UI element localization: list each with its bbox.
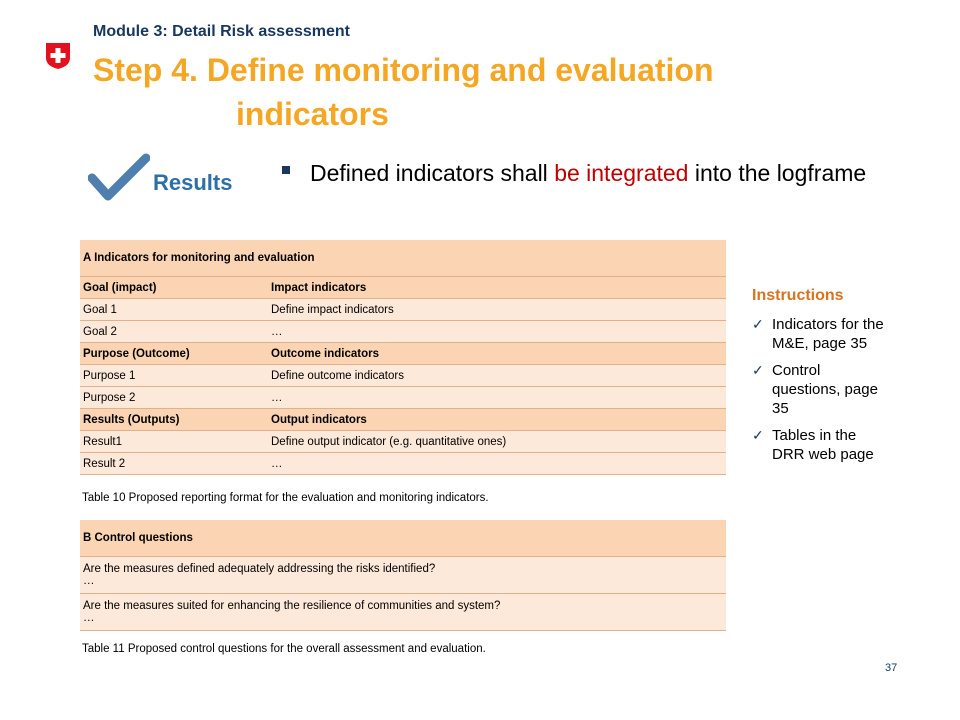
checkmark-icon: ✓ <box>752 427 764 443</box>
control-question-text: Are the measures defined adequately addressing the risks identified? <box>83 563 436 575</box>
table-cell-level: Goal (impact) <box>80 277 268 299</box>
control-question-text: Are the measures suited for enhancing the resilience of communities and system? <box>83 600 501 612</box>
table-cell-indicator: … <box>268 321 726 343</box>
results-logo <box>88 152 248 204</box>
instruction-text: Tables in the DRR web page <box>772 427 874 463</box>
table-a-heading: A Indicators for monitoring and evaluation <box>80 240 726 277</box>
control-question-cell <box>80 557 726 594</box>
table-row <box>80 299 726 321</box>
table-row <box>80 594 726 631</box>
table-b-caption: Table 11 Proposed control questions for the overall assessment and evaluation. <box>82 643 486 655</box>
control-question-cell <box>80 594 726 631</box>
instruction-item <box>752 315 892 353</box>
title-line-2: indicators <box>236 96 389 132</box>
page-number: 37 <box>885 662 898 674</box>
table-row <box>80 277 726 299</box>
table-row <box>80 453 726 475</box>
checkmark-icon: ✓ <box>752 316 764 332</box>
table-b-heading: B Control questions <box>80 520 726 557</box>
table-row <box>80 431 726 453</box>
table-cell-indicator: … <box>268 387 726 409</box>
table-cell-indicator: Define outcome indicators <box>268 365 726 387</box>
instructions-panel <box>752 287 892 472</box>
table-cell-indicator: Impact indicators <box>268 277 726 299</box>
title-line-1: Step 4. Define monitoring and evaluation <box>93 52 714 88</box>
table-cell-level: Goal 2 <box>80 321 268 343</box>
table-row <box>80 365 726 387</box>
table-cell-level: Purpose (Outcome) <box>80 343 268 365</box>
table-row <box>80 387 726 409</box>
control-question-answer: … <box>83 575 95 587</box>
table-cell-level: Result1 <box>80 431 268 453</box>
instruction-text: Control questions, page 35 <box>772 362 878 417</box>
page-title <box>93 48 893 136</box>
control-question-answer: … <box>83 612 95 624</box>
instructions-heading: Instructions <box>752 287 844 304</box>
module-label: Module 3: Detail Risk assessment <box>93 23 350 40</box>
table-cell-indicator: Define output indicator (e.g. quantitative ones) <box>268 431 726 453</box>
table-cell-indicator: Define impact indicators <box>268 299 726 321</box>
results-label: Results <box>153 170 233 195</box>
swiss-flag-icon <box>45 42 71 70</box>
instructions-list <box>752 315 892 464</box>
table-cell-level: Purpose 1 <box>80 365 268 387</box>
table-cell-level: Results (Outputs) <box>80 409 268 431</box>
checkmark-icon: ✓ <box>752 362 764 378</box>
table-cell-level: Goal 1 <box>80 299 268 321</box>
control-questions-table <box>80 520 726 631</box>
bullet-text-part1: Defined indicators shall <box>310 160 555 186</box>
table-row <box>80 557 726 594</box>
bullet-square-icon <box>282 166 290 174</box>
table-cell-indicator: … <box>268 453 726 475</box>
bullet-text <box>310 158 870 188</box>
checkmark-icon <box>88 152 150 204</box>
table-cell-level: Result 2 <box>80 453 268 475</box>
instruction-text: Indicators for the M&E, page 35 <box>772 316 884 352</box>
indicators-table <box>80 240 726 475</box>
bullet-text-highlight: be integrated <box>554 160 689 186</box>
table-a-caption: Table 10 Proposed reporting format for the evaluation and monitoring indicators. <box>82 492 489 504</box>
table-cell-level: Purpose 2 <box>80 387 268 409</box>
bullet-text-part2: into the logframe <box>688 160 867 186</box>
table-cell-indicator: Output indicators <box>268 409 726 431</box>
table-cell-indicator: Outcome indicators <box>268 343 726 365</box>
table-row <box>80 321 726 343</box>
instruction-item <box>752 361 892 418</box>
instruction-item <box>752 426 892 464</box>
table-row <box>80 343 726 365</box>
table-row <box>80 409 726 431</box>
